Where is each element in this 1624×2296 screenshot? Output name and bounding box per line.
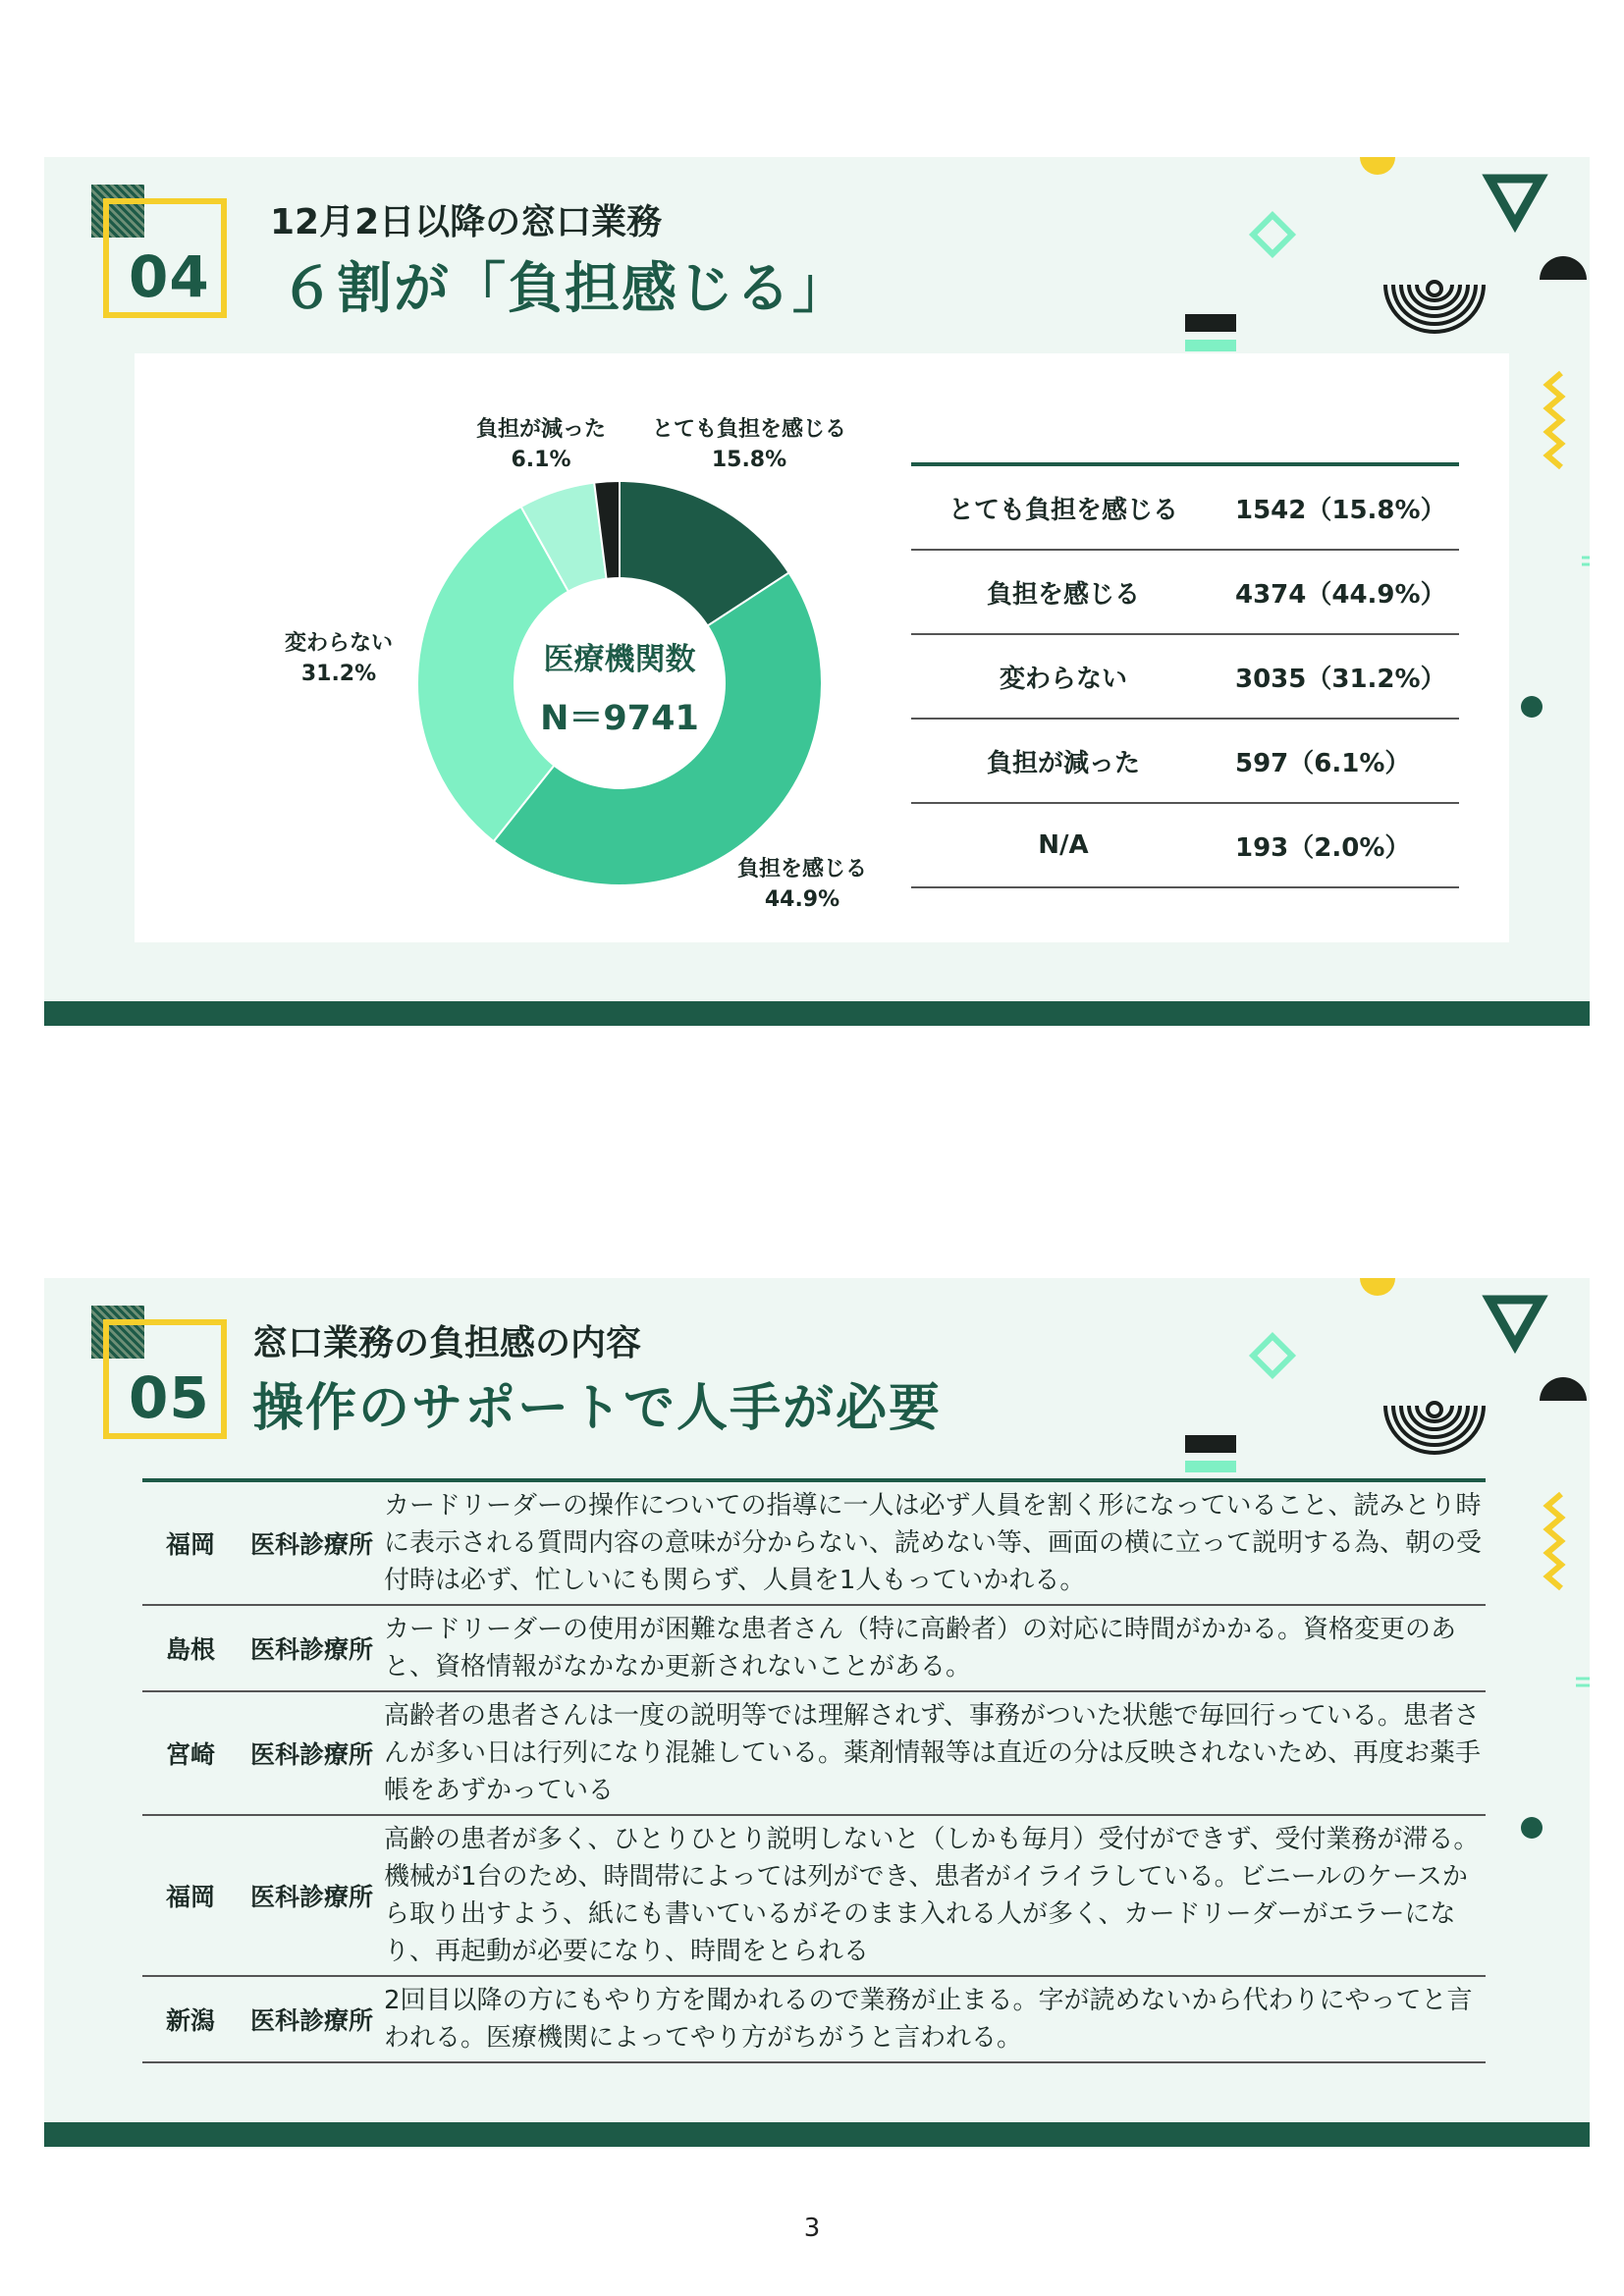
row-value: 597（6.1%） (1235, 748, 1411, 778)
slice-label-reduced: 負担が減った 6.1% (475, 417, 606, 472)
prefecture: 島根 (165, 1635, 215, 1664)
slice-label-unchanged: 変わらない 31.2% (284, 631, 393, 686)
row-label: 変わらない (999, 664, 1127, 694)
slice-label-very-burdened: とても負担を感じる 15.8% (651, 417, 846, 472)
comment-text: カードリーダーの使用が困難な患者さん（特に高齢者）の対応に時間がかかる。資格変更のあと、資格情報がなかなか更新されないことがある。 (384, 1615, 1457, 1682)
comment-text: 2回目以降の方にもやり方を聞かれるので業務が止まる。字が読めないから代わりにやってと言われる。医療機関によってやり方がちがうと言われる。 (384, 1986, 1473, 2053)
facility-type: 医科診療所 (250, 1635, 374, 1664)
prefecture: 福岡 (165, 1530, 215, 1559)
triangle-icon (1489, 1300, 1541, 1345)
table-row (911, 551, 1459, 635)
black-semicircle-icon (1540, 1377, 1587, 1401)
slide-number: 04 (129, 243, 210, 310)
table-row (142, 1977, 1486, 2063)
concentric-arcs-icon (1385, 1403, 1484, 1453)
decoration-dot (1517, 1813, 1546, 1842)
facility-type: 医科診療所 (250, 1530, 374, 1559)
comment-text: カードリーダーの操作についての指導に一人は必ず人員を割く形になっていること、読みとり時に表示される質問内容の意味が分からない、読めない等、画面の横に立って説明する為、朝の受付時は必ず、忙しいにも関らず、人員を1人もっていかれる。 (384, 1491, 1483, 1595)
row-value: 193（2.0%） (1235, 832, 1411, 863)
row-value: 4374（44.9%） (1235, 579, 1446, 610)
facility-type: 医科診療所 (250, 1883, 374, 1911)
row-label: とても負担を感じる (947, 495, 1178, 525)
slide-bottom-bar (44, 2122, 1590, 2147)
table-row (911, 720, 1459, 804)
table-row (142, 1692, 1486, 1816)
donut-center-value: N＝9741 (540, 699, 699, 738)
comment-text: 高齢者の患者さんは一度の説明等では理解されず、事務がついた状態で毎回行っている。患者さんが多い日は行列になり混雑している。薬剤情報等は直近の分は反映されないため、再度お薬手帳をあずかっている (384, 1701, 1481, 1805)
comments-table (142, 1478, 1486, 2063)
row-label: N/A (1038, 830, 1089, 860)
stripe-circle-icon (1576, 1679, 1590, 1685)
row-value: 3035（31.2%） (1235, 664, 1446, 694)
yellow-semicircle-icon (1360, 1278, 1395, 1296)
table-row (142, 1816, 1486, 1977)
table-row (142, 1482, 1486, 1606)
donut-center-label: 医療機関数 (543, 642, 696, 677)
stat-table (911, 462, 1459, 888)
mint-bar-icon (1185, 1461, 1236, 1472)
page-number: 3 (803, 2214, 821, 2243)
table-row (142, 1606, 1486, 1692)
slide-05 (44, 1278, 1590, 2147)
comment-text: 高齢の患者が多く、ひとりひとり説明しないと（しかも毎月）受付ができず、受付業務が滞る。機械が1台のため、時間帯によっては列ができ、患者がイライラしている。ビニールのケースから取り出すよう、紙にも書いているがそのまま入れる人が多く、カードリーダーがエラーになり、再起動が必要になり、時間をとられる (384, 1825, 1480, 1966)
slide-title: 操作のサポートで人手が必要 (252, 1379, 943, 1438)
diamond-icon (1253, 1336, 1292, 1375)
row-label: 負担が減った (986, 748, 1140, 778)
slide-number: 05 (129, 1364, 210, 1431)
prefecture: 宮崎 (165, 1740, 215, 1769)
facility-type: 医科診療所 (250, 2006, 374, 2035)
facility-type: 医科診療所 (250, 1740, 374, 1769)
black-bar-icon (1185, 1435, 1236, 1453)
prefecture: 新潟 (165, 2006, 215, 2035)
row-value: 1542（15.8%） (1235, 495, 1446, 525)
row-label: 負担を感じる (986, 579, 1140, 610)
prefecture: 福岡 (165, 1883, 215, 1911)
slice-label-burdened: 負担を感じる 44.9% (736, 857, 867, 912)
slide-bottom-bar (44, 1001, 1590, 1026)
yellow-zigzag-icon (1547, 1494, 1561, 1588)
slide-title: ６割が「負担感じる」 (280, 257, 849, 321)
table-row (911, 466, 1459, 551)
slide-04 (44, 157, 1590, 1026)
table-row (911, 804, 1459, 888)
slide-subtitle: 12月2日以降の窓口業務 (270, 202, 663, 242)
slide-subtitle: 窓口業務の負担感の内容 (252, 1323, 642, 1363)
table-row (911, 635, 1459, 720)
